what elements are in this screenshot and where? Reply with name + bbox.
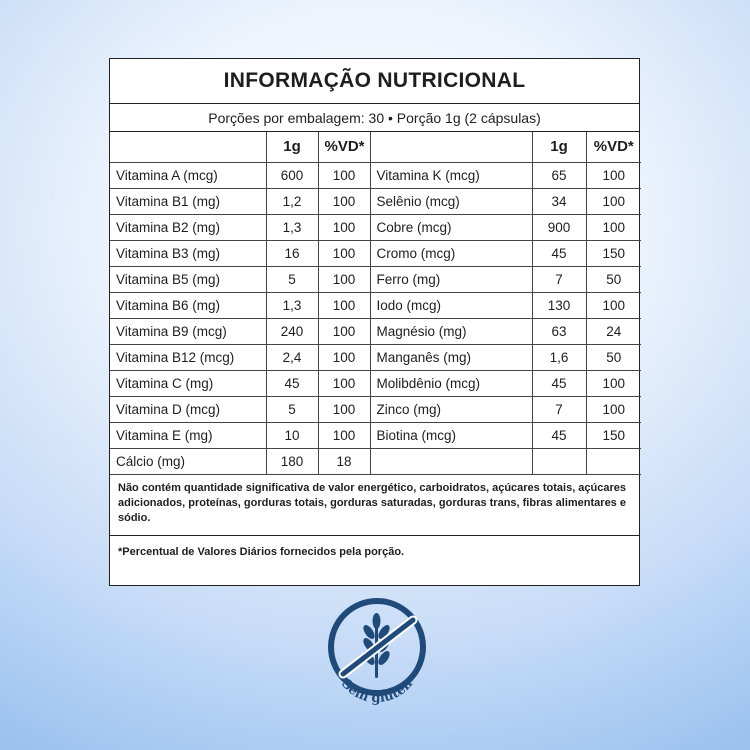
percent-daily-value-note: *Percentual de Valores Diários fornecidos pela porção. bbox=[118, 545, 405, 558]
nutrient-vd-left: 100 bbox=[318, 240, 370, 266]
table-row bbox=[110, 292, 641, 318]
nutrient-vd-right: 100 bbox=[586, 188, 641, 214]
table-row bbox=[110, 162, 641, 188]
nutrient-vd-left: 100 bbox=[318, 266, 370, 292]
nutrient-name-right: Ferro (mg) bbox=[370, 266, 532, 292]
nutrient-vd-left: 100 bbox=[318, 188, 370, 214]
nutrient-vd-right bbox=[586, 448, 641, 474]
table-row bbox=[110, 214, 641, 240]
nutrient-qty-right: 45 bbox=[532, 370, 586, 396]
nutrient-vd-right: 100 bbox=[586, 162, 641, 188]
nutrient-name-left: Vitamina D (mcg) bbox=[110, 396, 266, 422]
nutrient-name-left: Vitamina B1 (mg) bbox=[110, 188, 266, 214]
table-title: INFORMAÇÃO NUTRICIONAL bbox=[110, 59, 639, 104]
nutrient-name-left: Vitamina B3 (mg) bbox=[110, 240, 266, 266]
nutrient-vd-right: 100 bbox=[586, 214, 641, 240]
table-row bbox=[110, 240, 641, 266]
gluten-free-badge bbox=[321, 596, 433, 722]
nutrient-name-right: Cromo (mcg) bbox=[370, 240, 532, 266]
nutrient-vd-right: 100 bbox=[586, 292, 641, 318]
nutrient-name-right: Magnésio (mg) bbox=[370, 318, 532, 344]
nutrition-facts-panel bbox=[109, 58, 640, 586]
nutrient-name-right: Selênio (mcg) bbox=[370, 188, 532, 214]
nutrient-qty-left: 1,3 bbox=[266, 292, 318, 318]
nutrient-qty-right: 45 bbox=[532, 422, 586, 448]
nutrient-vd-left: 100 bbox=[318, 370, 370, 396]
nutrient-name-right bbox=[370, 448, 532, 474]
nutrient-name-left: Vitamina E (mg) bbox=[110, 422, 266, 448]
nutrient-name-right: Iodo (mcg) bbox=[370, 292, 532, 318]
table-row bbox=[110, 396, 641, 422]
gluten-free-icon bbox=[321, 596, 433, 722]
nutrient-vd-right: 50 bbox=[586, 344, 641, 370]
nutrient-qty-left: 2,4 bbox=[266, 344, 318, 370]
table-row bbox=[110, 344, 641, 370]
nutrient-qty-left: 16 bbox=[266, 240, 318, 266]
nutrient-vd-left: 100 bbox=[318, 344, 370, 370]
nutrient-qty-left: 5 bbox=[266, 266, 318, 292]
nutrient-qty-right bbox=[532, 448, 586, 474]
nutrient-qty-left: 1,2 bbox=[266, 188, 318, 214]
nutrient-vd-right: 50 bbox=[586, 266, 641, 292]
nutrient-qty-right: 63 bbox=[532, 318, 586, 344]
nutrient-qty-right: 7 bbox=[532, 266, 586, 292]
nutrient-name-left: Vitamina B9 (mcg) bbox=[110, 318, 266, 344]
nutrient-name-right: Cobre (mcg) bbox=[370, 214, 532, 240]
nutrient-name-left: Vitamina C (mg) bbox=[110, 370, 266, 396]
header-name-right bbox=[370, 132, 532, 162]
nutrient-name-left: Vitamina B12 (mcg) bbox=[110, 344, 266, 370]
nutrient-qty-right: 45 bbox=[532, 240, 586, 266]
nutrient-vd-right: 150 bbox=[586, 422, 641, 448]
nutrient-name-left: Cálcio (mg) bbox=[110, 448, 266, 474]
table-row bbox=[110, 370, 641, 396]
nutrient-name-left: Vitamina B5 (mg) bbox=[110, 266, 266, 292]
nutrient-vd-left: 100 bbox=[318, 396, 370, 422]
nutrient-qty-left: 600 bbox=[266, 162, 318, 188]
nutrient-name-left: Vitamina B2 (mg) bbox=[110, 214, 266, 240]
nutrient-qty-left: 45 bbox=[266, 370, 318, 396]
nutrient-qty-right: 65 bbox=[532, 162, 586, 188]
table-header-row bbox=[110, 132, 641, 162]
nutrient-qty-right: 34 bbox=[532, 188, 586, 214]
nutrient-qty-right: 7 bbox=[532, 396, 586, 422]
nutrient-qty-left: 180 bbox=[266, 448, 318, 474]
nutrient-qty-left: 240 bbox=[266, 318, 318, 344]
nutrient-vd-right: 150 bbox=[586, 240, 641, 266]
table-row bbox=[110, 188, 641, 214]
nutrient-qty-left: 5 bbox=[266, 396, 318, 422]
nutrient-vd-left: 100 bbox=[318, 214, 370, 240]
table-row bbox=[110, 266, 641, 292]
nutrient-name-right: Manganês (mg) bbox=[370, 344, 532, 370]
nutrient-name-left: Vitamina A (mcg) bbox=[110, 162, 266, 188]
nutrient-name-right: Molibdênio (mcg) bbox=[370, 370, 532, 396]
nutrient-qty-left: 10 bbox=[266, 422, 318, 448]
nutrient-name-right: Biotina (mcg) bbox=[370, 422, 532, 448]
table-row bbox=[110, 448, 641, 474]
nutrient-vd-left: 100 bbox=[318, 422, 370, 448]
header-name-left bbox=[110, 132, 266, 162]
nutrient-qty-left: 1,3 bbox=[266, 214, 318, 240]
nutrient-vd-left: 18 bbox=[318, 448, 370, 474]
nutrient-vd-right: 100 bbox=[586, 396, 641, 422]
nutrient-vd-left: 100 bbox=[318, 162, 370, 188]
nutrient-name-right: Vitamina K (mcg) bbox=[370, 162, 532, 188]
header-vd-right: %VD* bbox=[586, 132, 641, 162]
nutrient-vd-right: 24 bbox=[586, 318, 641, 344]
nutrient-name-left: Vitamina B6 (mg) bbox=[110, 292, 266, 318]
nutrient-qty-right: 900 bbox=[532, 214, 586, 240]
nutrient-vd-left: 100 bbox=[318, 318, 370, 344]
nutrient-vd-left: 100 bbox=[318, 292, 370, 318]
header-qty-right: 1g bbox=[532, 132, 586, 162]
nutrient-name-right: Zinco (mg) bbox=[370, 396, 532, 422]
nutrition-table bbox=[110, 132, 641, 475]
nonsignificant-note: Não contém quantidade significativa de valor energético, carboidratos, açúcares totais, açúcares adicionados, proteínas, gorduras totais, gorduras saturadas, gorduras trans, fibras alimentares e sódio. bbox=[110, 481, 639, 536]
table-row bbox=[110, 318, 641, 344]
servings-info: Porções por embalagem: 30 • Porção 1g (2 cápsulas) bbox=[110, 104, 639, 132]
gluten-free-label: Sem glúten bbox=[338, 676, 416, 707]
nutrient-qty-right: 130 bbox=[532, 292, 586, 318]
header-qty-left: 1g bbox=[266, 132, 318, 162]
header-vd-left: %VD* bbox=[318, 132, 370, 162]
table-row bbox=[110, 422, 641, 448]
nutrient-vd-right: 100 bbox=[586, 370, 641, 396]
nutrient-qty-right: 1,6 bbox=[532, 344, 586, 370]
notes-section bbox=[110, 475, 639, 560]
